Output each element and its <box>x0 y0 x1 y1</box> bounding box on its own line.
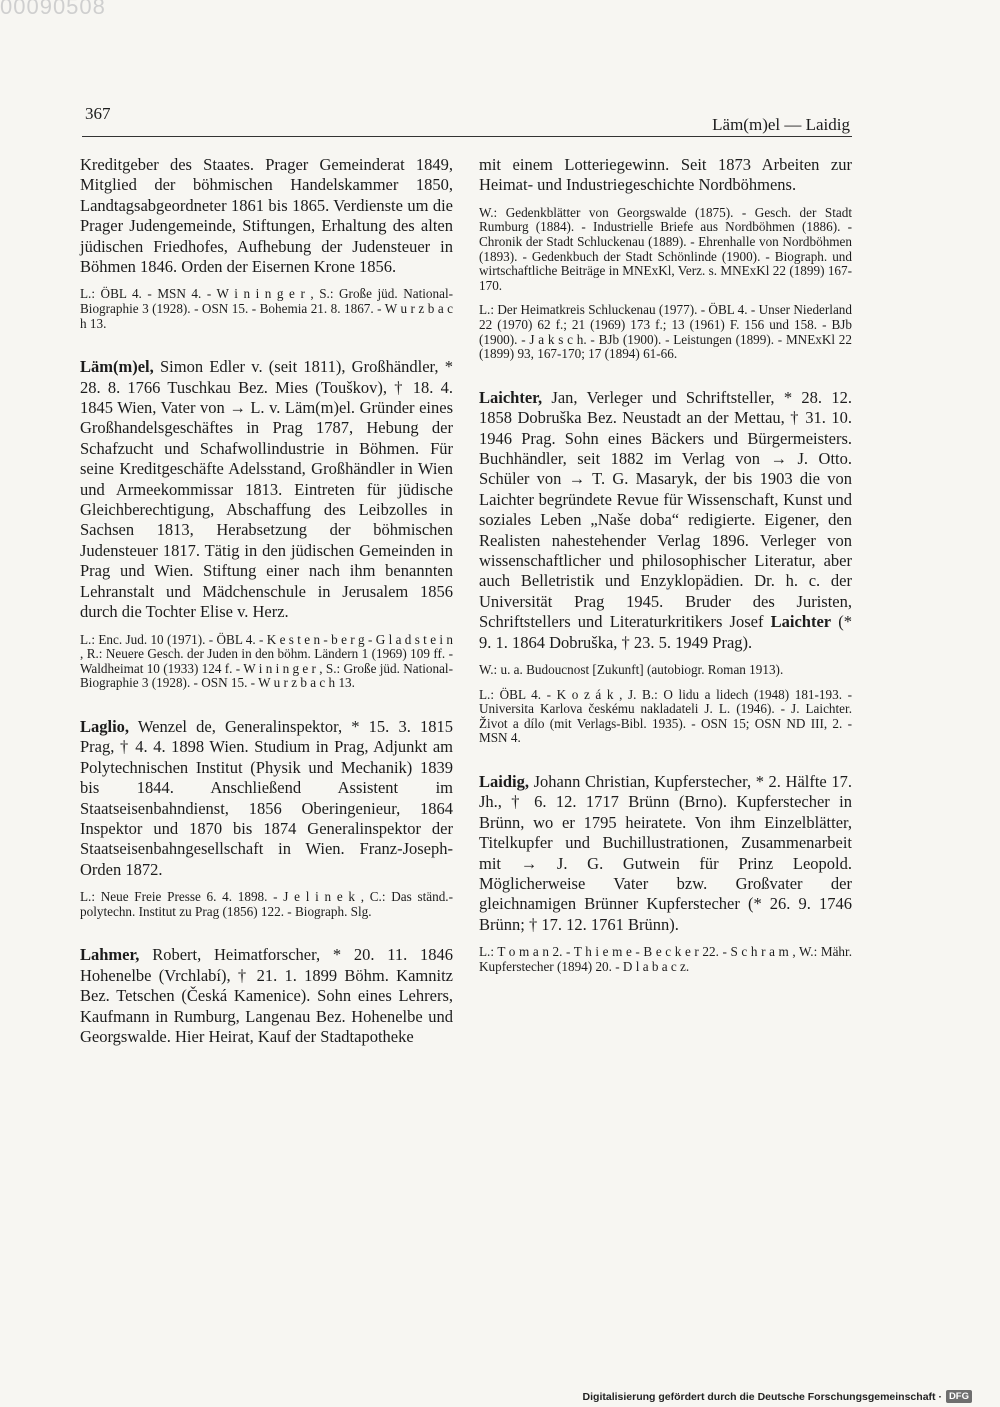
entry-laidig <box>479 772 852 974</box>
entry-laglio <box>80 717 453 919</box>
entry-body <box>479 772 852 935</box>
entry-text: Simon Edler v. (seit 1811), Großhändler, * 28. 8. 1766 Tuschkau Bez. Mies (Touškov), † 18. 4. 1845 Wien, Vater von → L. v. Läm(m)el. Gründer eines Großhandelsgeschäftes in Prag 1787, Hebung der Schafzucht und Schafwollindustrie in Böhmen. Für seine Kreditgeschäfte Adelsstand, Großhändler in Wien und Armeekommissar 1813. Eintreten für jüdische Gleichberechtigung, Abschaffung des Leibzolles in Sachsen 1813, Herabsetzung der böhmischen Judensteuer 1817. Tätig in den jüdischen Gemeinden in Prag und Wien. Stiftung einer nach ihm benannten Lehranstalt und Mädchenschule in Jerusalem 1856 durch die Tochter Elise v. Herz. <box>80 357 453 622</box>
entry-laichter <box>479 388 852 746</box>
entry-laemmel-simon <box>80 357 453 691</box>
entry-literature: L.: T o m a n 2. - T h i e m e - B e c k e r 22. - S c h r a m , W.: Mähr. Kupferstecher (1894) 20. - D l a b a c z. <box>479 944 852 974</box>
entry-literature: L.: ÖBL 4. - MSN 4. - W i n i n g e r , S.: Große jüd. National-Biographie 3 (1928). - OSN 15. - Bohemia 21. 8. 1867. - W u r z b a c h 13. <box>80 286 453 331</box>
entry-lahmer <box>80 945 453 1047</box>
entry-text: Robert, Heimatforscher, * 20. 11. 1846 Hohenelbe (Vrchlabí), † 21. 1. 1899 Böhm. Kamnitz Bez. Tetschen (Česká Kamenice). Sohn eines Lehrers, Kaufmann in Rumburg, Langenau Bez. Hohenelbe und Georgswalde. Hier Heirat, Kauf der Stadtapotheke <box>80 945 453 1046</box>
entry-works: W.: Gedenkblätter von Georgswalde (1875). - Gesch. der Stadt Rumburg (1884). - Industrielle Briefe aus Nordböhmen (1886). - Chronik der Stadt Schluckenau (1889). - Ehrenhalle von Nordböhmen (1893). - Gedenkbuch der Stadt Schönlinde (1900). - Biograph. und wirtschaftliche Beiträge in MNExKl, Verz. s. MNExKl 22 (1899) 167-170. <box>479 204 852 293</box>
entry-body: mit einem Lotteriegewinn. Seit 1873 Arbeiten zur Heimat- und Industriegeschichte Nordböhmens. <box>479 155 852 195</box>
entry-body: Kreditgeber des Staates. Prager Gemeinderat 1849, Mitglied der böhmischen Handelskammer 1850, Landtagsabgeordneter 1861 bis 1865. Verdienste um die Prager Judengemeinde, Stiftungen, Erhaltung des alten jüdischen Friedhofes, Aufhebung der Judensteuer in Böhmen 1846. Orden der Eisernen Krone 1856. <box>80 155 453 277</box>
left-column <box>80 155 453 1047</box>
entry-literature: L.: Der Heimatkreis Schluckenau (1977). - ÖBL 4. - Unser Niederland 22 (1970) 62 f.; 21 (1969) 173 f.; 13 (1961) F. 156 und 158. - BJb (1900). - J a k s c h. - BJb (1900). - Leistungen (1899). - MNExKl 22 (1899) 93, 167-170; 17 (1894) 61-66. <box>479 302 852 362</box>
entry-text: Wenzel de, Generalinspektor, * 15. 3. 1815 Prag, † 4. 4. 1898 Wien. Studium in Prag, Adjunkt am Polytechnischen Institut (Physik und Mechanik) 1839 bis 1844. Anschließend Assistent im Staatseisenbahndienst, 1856 Oberingenieur, 1864 Inspektor und 1870 bis 1874 Generalinspektor der Staatseisenbahngesellschaft in Wien. Franz-Joseph-Orden 1872. <box>80 716 453 879</box>
header-rule <box>82 136 852 137</box>
entry-body <box>80 717 453 880</box>
entry-headword: Laichter, <box>479 387 543 407</box>
running-head: Läm(m)el — Laidig <box>712 115 850 134</box>
footer-credit <box>583 1390 972 1403</box>
entry-headword: Lahmer, <box>80 945 140 965</box>
entry-headword: Läm(m)el, <box>80 357 154 377</box>
entry-text: Johann Christian, Kupferstecher, * 2. Hälfte 17. Jh., † 6. 12. 1717 Brünn (Brno). Kupferstecher in Brünn, wo er 1795 heiratete. Von ihm Einzelblätter, Titelkupfer und Buchillustrationen, Zusammenarbeit mit → J. G. Gutwein für Prinz Leopold. Möglicherweise Vater bzw. Großvater der gleichnamigen Brünner Kupferstecher (* 26. 9. 1746 Brünn; † 17. 12. 1761 Brünn). <box>479 772 852 934</box>
entry-lahmer-continued <box>479 155 852 362</box>
right-column <box>479 155 852 974</box>
dfg-logo-icon: DFG <box>946 1390 972 1403</box>
page-number: 367 <box>85 104 111 123</box>
entry-literature: L.: Enc. Jud. 10 (1971). - ÖBL 4. - K e s t e n - b e r g - G l a d s t e i n , R.: Neuere Gesch. der Juden in den böhm. Ländern 1 (1969) 109 ff. - Waldheimat 10 (1933) 124 f. - W i n i n g e r , S.: Große jüd. National-Biographie 3 (1928). - OSN 15. - W u r z b a c h 13. <box>80 631 453 691</box>
entry-body <box>479 388 852 653</box>
entry-headword: Laglio, <box>80 716 130 736</box>
entry-laemmel-continued <box>80 155 453 331</box>
entry-text-tail: (* 9. 1. 1864 Dobruška, † 23. 5. 1949 Prag). <box>479 612 852 652</box>
footer-text: Digitalisierung gefördert durch die Deutsche Forschungsgemeinschaft · <box>582 1390 942 1403</box>
entry-text: Jan, Verleger und Schriftsteller, * 28. 12. 1858 Dobruška Bez. Neustadt an der Mettau, † 31. 10. 1946 Prag. Sohn eines Bäckers und Bürgermeisters. Buchhändler, seit 1882 im Verlag von → J. Otto. Schüler von → T. G. Masaryk, der bis 1903 die von Laichter begründete Revue für Wissenschaft, Kunst und soziales Leben „Naše doba“ redigierte. Eigener, den Realisten nahestehender Verlag 1896. Verleger von wissenschaftlicher und philosophischer Literatur, aber auch Belletristik und Enzyklopädien. Dr. h. c. der Universität Prag 1945. Bruder des Juristen, Schriftstellers und Literaturkritikers Josef <box>479 387 852 632</box>
entry-headword: Laidig, <box>479 772 529 791</box>
entry-literature: L.: Neue Freie Presse 6. 4. 1898. - J e l i n e k , C.: Das ständ.-polytechn. Institut zu Prag (1856) 122. - Biograph. Slg. <box>80 889 453 919</box>
entry-works: W.: u. a. Budoucnost [Zukunft] (autobiogr. Roman 1913). <box>479 662 784 678</box>
entry-literature: L.: ÖBL 4. - K o z á k , J. B.: O lidu a lidech (1948) 181-193. - Universita Karlova českému nakladateli J. L. (1946). - J. Laichter. Život a dílo (mit Verlags-Bibl. 1935). - OSN 15; OSN ND III, 2. - MSN 4. <box>479 686 852 746</box>
scan-id: 00090508 <box>0 0 106 19</box>
entry-body <box>80 357 453 622</box>
entry-body <box>80 945 453 1047</box>
entry-crossref-name: Laichter <box>770 612 832 632</box>
